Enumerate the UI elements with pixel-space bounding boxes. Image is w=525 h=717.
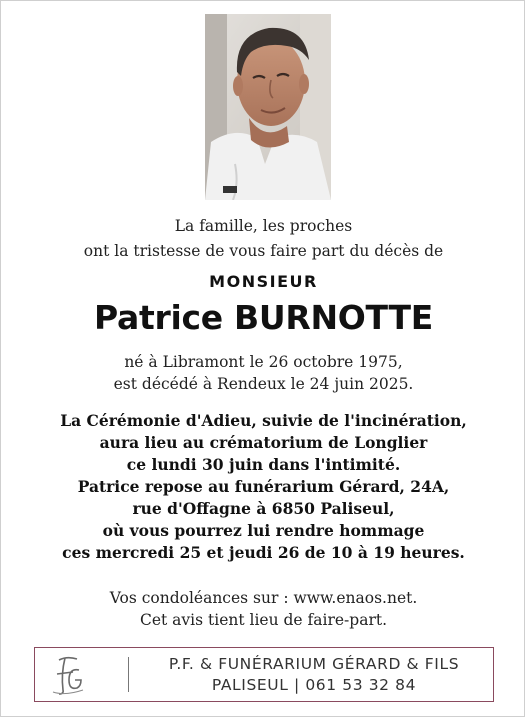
condolences-line: Vos condoléances sur : www.enaos.net.	[109, 589, 418, 607]
faire-part-line: Cet avis tient lieu de faire-part.	[139, 611, 388, 629]
ceremony-details	[1, 410, 525, 564]
deceased-name: Patrice BURNOTTE	[94, 298, 433, 337]
portrait-photo	[205, 14, 331, 200]
ceremony-line: Patrice repose au funérarium Gérard, 24A,	[77, 477, 450, 496]
intro-line: La famille, les proches	[174, 217, 353, 235]
funeral-home-name: P.F. & FUNÉRARIUM GÉRARD & FILS	[168, 655, 460, 673]
intro-text	[1, 214, 525, 264]
funeral-home-banner	[34, 647, 494, 702]
ceremony-line: ce lundi 30 juin dans l'intimité.	[126, 455, 401, 474]
ceremony-line: La Cérémonie d'Adieu, suivie de l'incinération,	[60, 411, 467, 430]
ceremony-line: rue d'Offagne à 6850 Paliseul,	[132, 499, 395, 518]
closing-text	[1, 587, 525, 631]
ceremony-line: ces mercredi 25 et jeudi 26 de 10 à 19 heures.	[62, 543, 465, 562]
date-line: est décédé à Rendeux le 24 juin 2025.	[113, 375, 414, 393]
fg-monogram-logo	[45, 652, 91, 698]
ceremony-line: aura lieu au crématorium de Longlier	[99, 433, 428, 452]
intro-line: ont la tristesse de vous faire part du décès de	[83, 242, 444, 260]
life-dates	[1, 351, 525, 395]
honorific: MONSIEUR	[209, 272, 318, 291]
date-line: né à Libramont le 26 octobre 1975,	[124, 353, 403, 371]
ceremony-line: où vous pourrez lui rendre hommage	[102, 521, 425, 540]
banner-divider	[128, 657, 129, 692]
funeral-home-contact: PALISEUL | 061 53 32 84	[211, 676, 417, 694]
